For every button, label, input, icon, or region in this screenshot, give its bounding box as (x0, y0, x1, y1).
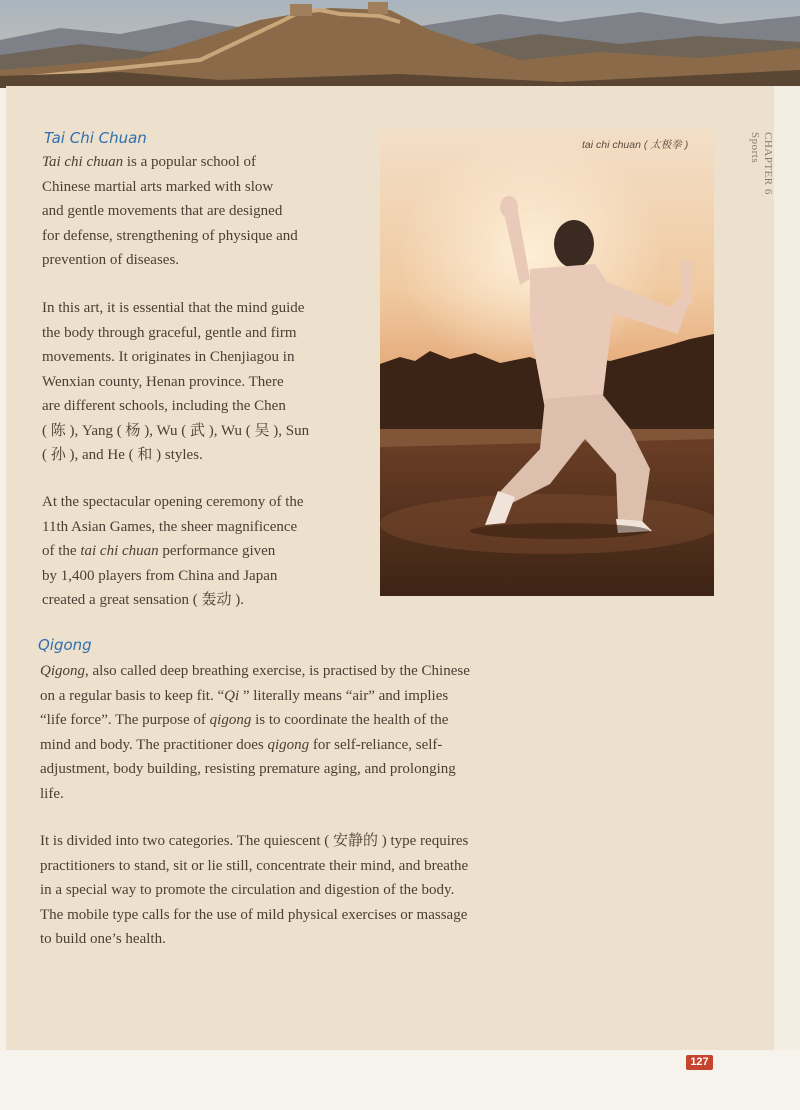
text-line: the body through graceful, gentle and firm (42, 324, 297, 341)
chapter-number: CHAPTER 6 (762, 132, 774, 195)
term-qigong: Qigong (40, 663, 85, 679)
term-tai-chi-chuan: tai chi chuan (80, 543, 159, 559)
term-qigong: qigong (209, 712, 252, 728)
text-line: for defense, strengthening of physique and (42, 227, 298, 244)
text-line: in a special way to promote the circulation and digestion of the body. (40, 882, 455, 898)
qigong-paragraph-1 (40, 659, 470, 806)
text-line: and gentle movements that are designed (42, 203, 283, 219)
tai-chi-photo (380, 129, 714, 596)
text-line: adjustment, body building, resisting premature aging, and prolonging (40, 761, 456, 777)
text-line: movements. It originates in Chenjiagou in (42, 349, 295, 365)
page-margin-strip (774, 86, 800, 1050)
header-landscape-image (0, 0, 800, 88)
tai-chi-paragraph-1 (42, 150, 298, 273)
text-line: Chinese martial arts marked with slow (42, 178, 274, 195)
text-line: practitioners to stand, sit or lie still, concentrate their mind, and breathe (40, 857, 469, 874)
qigong-paragraph-2 (40, 829, 468, 952)
tai-chi-heading: Tai Chi Chuan (44, 129, 147, 147)
chapter-section: Sports (749, 132, 761, 164)
text-line: Wenxian county, Henan province. There (42, 373, 284, 390)
text-line: Qigong, also called deep breathing exercise, is practised by the Chinese (40, 663, 470, 679)
term-qigong: qigong (267, 736, 310, 753)
term-qi: Qi (224, 687, 240, 704)
text-line: It is divided into two categories. The quiescent ( 安静的 ) type requires (40, 833, 469, 849)
text-line: In this art, it is essential that the mind guide (42, 300, 305, 316)
text-line: “life force”. The purpose of qigong is to coordinate the health of the (40, 712, 449, 728)
text-line: life. (40, 785, 64, 802)
tai-chi-paragraph-3 (42, 490, 304, 613)
text-line: At the spectacular opening ceremony of the (42, 494, 304, 510)
qigong-heading: Qigong (38, 636, 92, 654)
text-line: to build one’s health. (40, 931, 166, 947)
photo-caption: tai chi chuan ( 太极拳 ) (582, 139, 689, 151)
text-line: by 1,400 players from China and Japan (42, 567, 278, 584)
text-line: ( 陈 ), Yang ( 杨 ), Wu ( 武 ), Wu ( 吴 ), Sun (42, 422, 310, 439)
text-line: mind and body. The practitioner does qigong for self-reliance, self- (40, 736, 443, 753)
text-line: Tai chi chuan is a popular school of (42, 154, 257, 170)
text-line: are different schools, including the Chen (42, 398, 286, 414)
text-line: The mobile type calls for the use of mild physical exercises or massage (40, 906, 468, 923)
page-number: 127 (686, 1055, 713, 1070)
text-line: of the tai chi chuan performance given (42, 543, 276, 559)
tai-chi-paragraph-2 (42, 296, 309, 468)
text-line: ( 孙 ), and He ( 和 ) styles. (42, 447, 203, 463)
text-line: created a great sensation ( 轰动 ). (42, 592, 244, 608)
term-tai-chi-chuan: Tai chi chuan (42, 154, 124, 170)
chapter-label (748, 132, 774, 195)
text-line: 11th Asian Games, the sheer magnificence (42, 518, 298, 535)
page-bottom-margin (0, 1050, 800, 1110)
text-line: prevention of diseases. (42, 252, 180, 268)
text-line: on a regular basis to keep fit. “Qi ” literally means “air” and implies (40, 687, 449, 704)
